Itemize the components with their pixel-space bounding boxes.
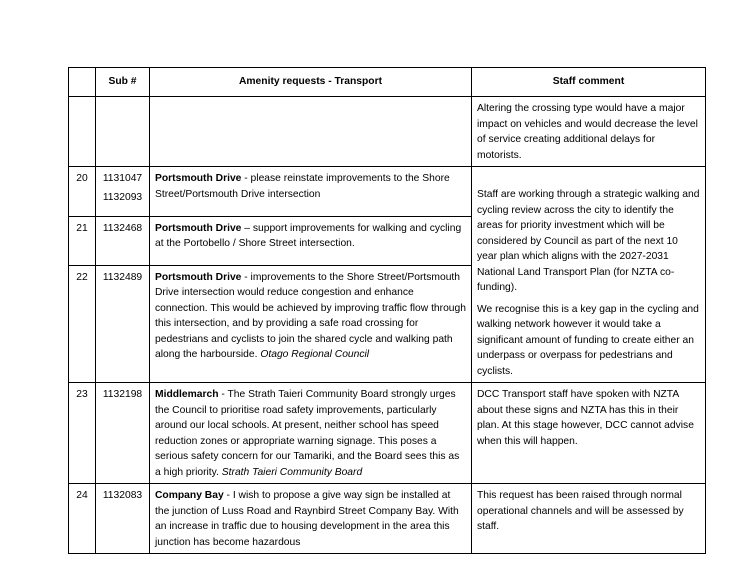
staff-comment: DCC Transport staff have spoken with NZTA about these signs and NZTA has this in their plan. At this stage however, DCC cannot advise when this will happen. [472, 383, 706, 484]
request-body: - please reinstate improvements to the Shore Street/Portsmouth Drive intersection [155, 173, 450, 200]
submission-number: 1132083 [96, 484, 150, 554]
table-header-row [69, 68, 706, 97]
header-request: Amenity requests - Transport [150, 68, 472, 97]
row-number: 22 [69, 265, 96, 382]
amenity-requests-table [68, 67, 706, 554]
row-number: 20 [69, 167, 96, 217]
cell-comment: Altering the crossing type would have a major impact on vehicles and would decrease the level of service creating additional delays for motorists. [472, 97, 706, 167]
header-comment: Staff comment [472, 68, 706, 97]
request-source: Strath Taieri Community Board [221, 466, 363, 478]
header-num [69, 68, 96, 97]
comment-paragraph: We recognise this is a key gap in the cycling and walking network however it would take a significant amount of funding to create either an underpass or overpass for pedestrians and cyclists. [477, 303, 699, 377]
table-row-continuation [69, 97, 706, 167]
submission-number: 1132489 [96, 265, 150, 382]
comment-paragraph: Staff are working through a strategic walking and cycling review across the city to identify the areas for priority investment which will be considered by Council as part of the next 10 year plan which aligns with the 2027-2031 National Land Transport Plan (for NZTA co-funding). [477, 189, 700, 293]
header-sub: Sub # [96, 68, 150, 97]
request-location: Portsmouth Drive [155, 271, 242, 283]
cell-sub [96, 97, 150, 167]
request-location: Portsmouth Drive [155, 222, 242, 234]
request-text [150, 216, 472, 265]
request-location: Middlemarch [155, 389, 219, 400]
row-number: 23 [69, 383, 96, 484]
cell-num [69, 97, 96, 167]
staff-comment-merged [472, 167, 706, 383]
request-source: Otago Regional Council [260, 349, 370, 361]
request-body: - The Strath Taieri Community Board strongly urges the Council to prioritise road safety improvements, particularly around our local schools. At present, neither school has speed reduction zones or appropriate warning signage. This poses a serious safety concern for our Tamariki, and the Board sees this as a high priority. [155, 389, 460, 478]
submission-number: 1131047 [102, 173, 143, 184]
request-location: Company Bay [155, 490, 224, 501]
table-row [69, 484, 706, 554]
request-body: - I wish to propose a give way sign be installed at the junction of Luss Road and Raynbird Street Company Bay. With an increase in traffic due to housing development in the area this junction has become hazardous [155, 490, 459, 548]
submission-number: 1132093 [102, 191, 143, 203]
table-row [69, 167, 706, 217]
request-text [150, 484, 472, 554]
submission-number: 1132198 [96, 383, 150, 484]
staff-comment: This request has been raised through normal operational channels and will be assessed by staff. [472, 484, 706, 554]
row-number: 24 [69, 484, 96, 554]
request-text [150, 265, 472, 382]
request-location: Portsmouth Drive [155, 173, 242, 184]
submission-numbers [96, 167, 150, 217]
request-body: - improvements to the Shore Street/Portsmouth Drive intersection would reduce congestion and enhance connection. This would be achieved by improving traffic flow through this intersection, and by providing a safe road crossing for pedestrians and cyclists to join the shared cycle and walking path along the harbourside. [155, 271, 466, 361]
request-body: – support improvements for walking and cycling at the Portobello / Shore Street intersection. [155, 222, 462, 250]
submission-number: 1132468 [96, 216, 150, 265]
cell-request [150, 97, 472, 167]
request-text [150, 167, 472, 217]
request-text [150, 383, 472, 484]
table-row [69, 383, 706, 484]
row-number: 21 [69, 216, 96, 265]
